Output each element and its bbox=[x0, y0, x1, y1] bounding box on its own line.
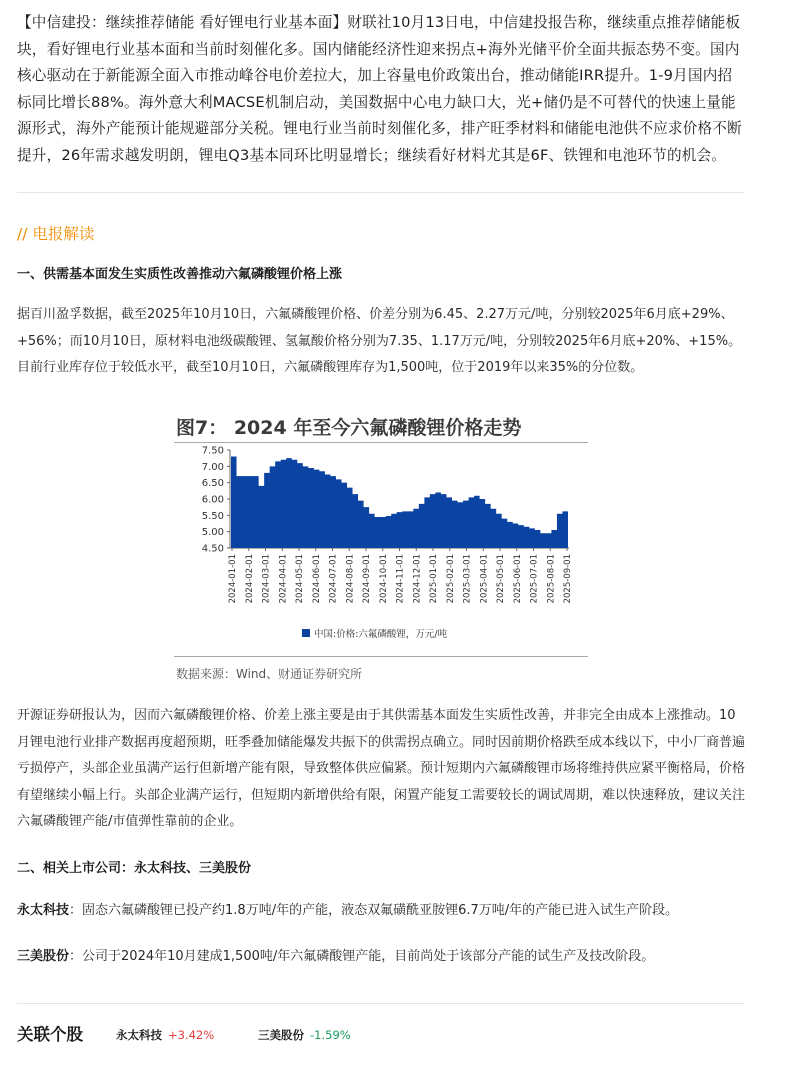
section2-heading: 二、相关上市公司：永太科技、三美股份 bbox=[17, 861, 252, 876]
chart-legend-rule bbox=[174, 656, 588, 657]
y-tick-label: 7.50 bbox=[201, 445, 224, 457]
divider-top bbox=[17, 192, 744, 193]
stock-change-1: +3.42% bbox=[168, 1028, 215, 1042]
price-chart bbox=[172, 408, 592, 680]
price-area-series bbox=[231, 457, 568, 548]
company-desc-1: 固态六氟磷酸锂已投产约1.8万吨/年的产能，液态双氟磺酰亚胺锂6.7万吨/年的产能已进入试生产阶段。 bbox=[82, 903, 679, 918]
x-tick-label: 2024-11-01 bbox=[395, 554, 406, 604]
company-sep-1: ： bbox=[69, 903, 83, 918]
divider-bottom bbox=[17, 1003, 744, 1004]
y-tick-label: 6.00 bbox=[201, 494, 224, 506]
x-tick-label: 2025-03-01 bbox=[462, 554, 473, 604]
company-name-1[interactable]: 永太科技 bbox=[17, 903, 70, 918]
x-tick-label: 2024-04-01 bbox=[278, 554, 289, 604]
company-item-1 bbox=[17, 898, 745, 925]
x-tick-label: 2024-10-01 bbox=[378, 554, 389, 604]
chart-source: 数据来源：Wind、财通证券研究所 bbox=[176, 667, 363, 681]
x-tick-label: 2025-05-01 bbox=[496, 554, 506, 604]
chart-title: 图7： 2024 年至今六氟磷酸锂价格走势 bbox=[176, 417, 522, 439]
x-tick-label: 2024-09-01 bbox=[362, 554, 372, 604]
x-tick-label: 2025-07-01 bbox=[529, 554, 540, 604]
company-desc-2: 公司于2024年10月建成1,500吨/年六氟磷酸锂产能，目前尚处于该部分产能的试生产及技改阶段。 bbox=[82, 949, 655, 964]
y-tick-label: 5.50 bbox=[201, 510, 224, 522]
stock-chip-2[interactable] bbox=[258, 1027, 351, 1043]
y-tick-label: 7.00 bbox=[201, 461, 224, 473]
section1-heading: 一、供需基本面发生实质性改善推动六氟磷酸锂价格上涨 bbox=[17, 267, 343, 282]
company-sep-2: ： bbox=[69, 949, 83, 964]
related-stocks-title: 关联个股 bbox=[17, 1025, 83, 1044]
stock-change-2: -1.59% bbox=[310, 1028, 351, 1042]
x-tick-label: 2025-04-01 bbox=[479, 554, 490, 604]
lead-paragraph: 【中信建投：继续推荐储能 看好锂电行业基本面】财联社10月13日电，中信建投报告称，继续重点推荐储能板块，看好锂电行业基本面和当前时刻催化多。国内储能经济性迎来拐点+海外光储平价全面共振态势不变。国内核心驱动在于新能源全面入市推动峰谷电价差拉大，加上容量电价政策出台，推动储能IRR提升。1-9月国内招标同比增长88%。海外意大利MACSE机制启动，美国数据中心电力缺口大，光+储仍是不可替代的快速上量能源形式，海外产能预计能规避部分关税。锂电行业当前时刻催化多，排产旺季材料和储能电池供不应求价格不断提升，26年需求越发明朗，锂电Q3基本同环比明显增长；继续看好材料尤其是6F、铁锂和电池环节的机会。 bbox=[17, 14, 742, 164]
stock-name-1: 永太科技 bbox=[116, 1028, 162, 1042]
stock-name-2: 三美股份 bbox=[258, 1028, 304, 1042]
x-tick-label: 2024-01-01 bbox=[228, 554, 238, 604]
section1-paragraph2: 开源证券研报认为，因而六氟磷酸锂价格、价差上涨主要是由于其供需基本面发生实质性改善，并非完全由成本上涨推动。10月锂电池行业排产数据再度超预期，旺季叠加储能爆发共振下的供需拐点确立。同时因前期价格跌至成本线以下，中小厂商普遍亏损停产，头部企业虽满产运行但新增产能有限，导致整体供应偏紧。预计短期内六氟磷酸锂市场将维持供应紧平衡格局，价格有望继续小幅上行。头部企业满产运行，但短期内新增供给有限，闲置产能复工需要较长的调试周期，难以快速释放，建议关注六氟磷酸锂产能/市值弹性靠前的企业。 bbox=[17, 708, 746, 829]
x-tick-label: 2025-09-01 bbox=[563, 554, 573, 604]
x-tick-label: 2024-06-01 bbox=[311, 554, 322, 604]
x-tick-label: 2024-08-01 bbox=[345, 554, 356, 604]
x-tick-label: 2025-06-01 bbox=[512, 554, 523, 604]
x-tick-label: 2024-02-01 bbox=[244, 554, 255, 604]
x-tick-label: 2024-12-01 bbox=[412, 554, 423, 604]
legend-swatch bbox=[302, 629, 310, 637]
x-tick-label: 2024-03-01 bbox=[261, 554, 272, 604]
x-tick-label: 2025-02-01 bbox=[445, 554, 456, 604]
company-item-2 bbox=[17, 944, 745, 971]
y-tick-label: 4.50 bbox=[201, 543, 224, 555]
company-name-2[interactable]: 三美股份 bbox=[17, 949, 70, 964]
x-tick-label: 2024-07-01 bbox=[328, 554, 339, 604]
section-label: // 电报解读 bbox=[17, 225, 95, 243]
y-tick-label: 5.00 bbox=[201, 527, 224, 539]
chart-svg bbox=[172, 408, 592, 656]
legend-label: 中国:价格:六氟磷酸锂，万元/吨 bbox=[314, 629, 448, 640]
x-tick-label: 2024-05-01 bbox=[295, 554, 305, 604]
y-tick-label: 6.50 bbox=[201, 478, 224, 490]
x-tick-label: 2025-01-01 bbox=[429, 554, 439, 604]
stock-chip-1[interactable] bbox=[116, 1027, 214, 1043]
section1-paragraph1: 据百川盈孚数据，截至2025年10月10日，六氟磷酸锂价格、价差分别为6.45、2.27万元/吨，分别较2025年6月底+29%、+56%；而10月10日，原材料电池级碳酸锂、氢氟酸价格分别为7.35、1.17万元/吨，分别较2025年6月底+20%、+15%。目前行业库存位于较低水平，截至10月10日，六氟磷酸锂库存为1,500吨，位于2019年以来35%的分位数。 bbox=[17, 307, 742, 375]
x-tick-label: 2025-08-01 bbox=[546, 554, 557, 604]
